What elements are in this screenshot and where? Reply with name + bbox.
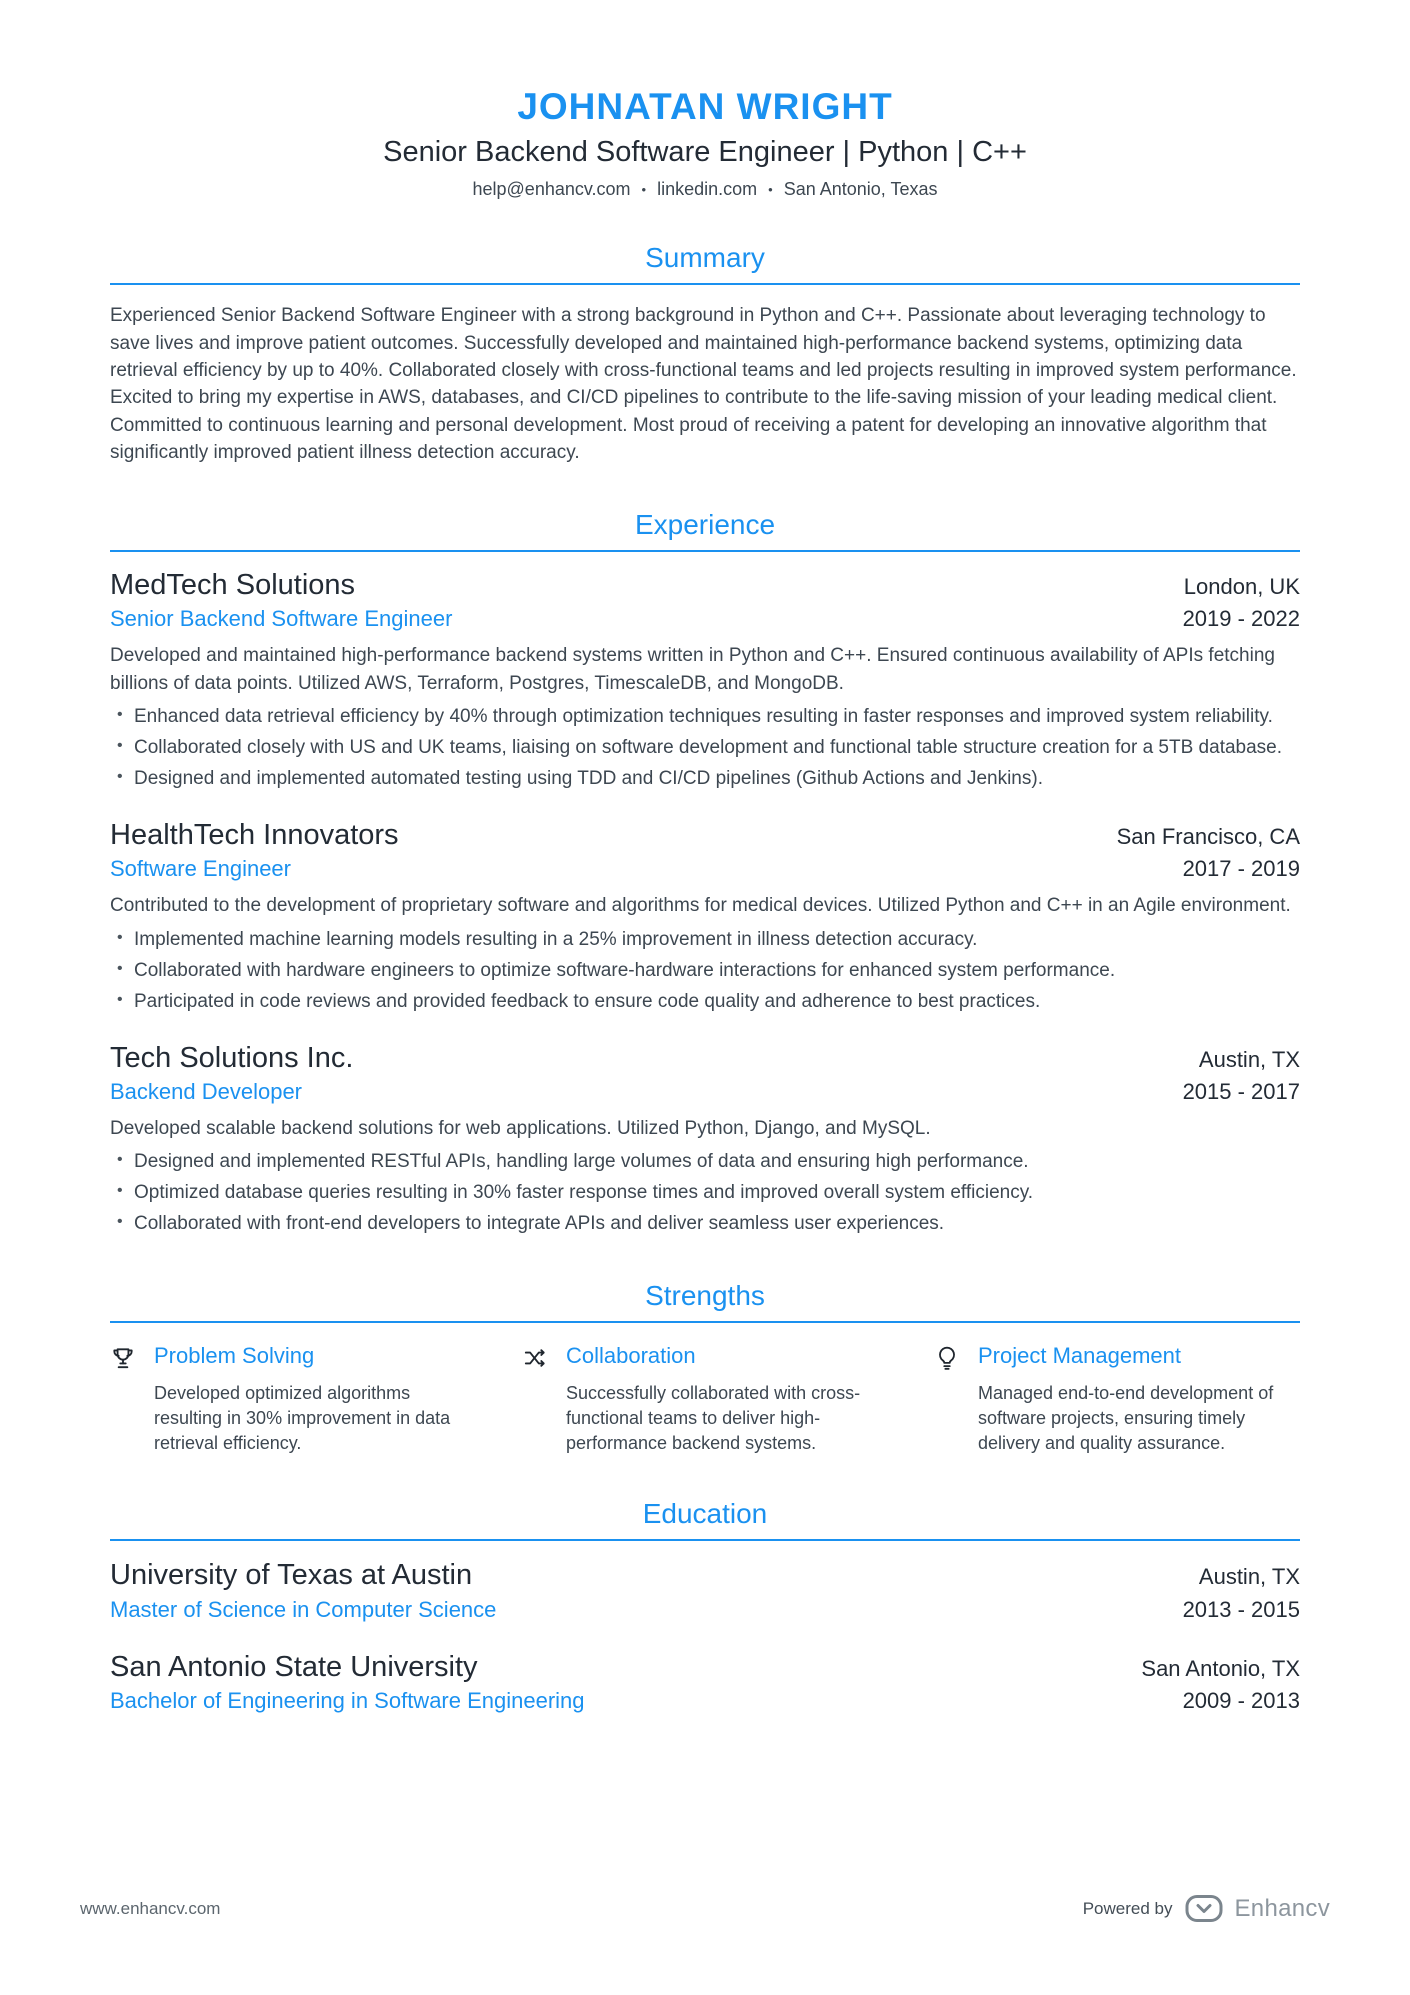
strength-item: [110, 1343, 476, 1455]
entry-description: Contributed to the development of proprietary software and algorithms for medical devices. Utilized Python and C++ in an Agile environment.: [110, 895, 1291, 917]
company-name: Tech Solutions Inc.: [110, 1041, 354, 1074]
entry-location: Austin, TX: [1198, 1564, 1300, 1590]
strength-text: Managed end-to-end development of software projects, ensuring timely delivery and quality assurance.: [978, 1383, 1274, 1454]
education-section: [110, 1498, 1300, 1714]
bullet-item: • Participated in code reviews and provided feedback to ensure code quality and adherence to best practices.: [110, 989, 1300, 1016]
strengths-section: [110, 1280, 1300, 1456]
entry-bullet-list: [110, 704, 1300, 793]
entry-subheader-row: [110, 1688, 1300, 1714]
strength-title: Problem Solving: [154, 1343, 315, 1369]
entry-dates: 2017 - 2019: [1182, 856, 1300, 882]
strength-text: Developed optimized algorithms resulting in 30% improvement in data retrieval efficiency.: [154, 1383, 451, 1454]
entry-dates: 2019 - 2022: [1182, 606, 1300, 632]
entry-description: Developed scalable backend solutions for web applications. Utilized Python, Django, and MySQL.: [110, 1118, 931, 1140]
bullet-item: • Collaborated with hardware engineers to optimize software-hardware interactions for enhanced system performance.: [110, 958, 1300, 985]
strength-item: [522, 1343, 888, 1455]
experience-entry: [110, 1042, 1300, 1239]
entry-dates: 2013 - 2015: [1182, 1596, 1300, 1622]
entry-dates: 2015 - 2017: [1182, 1079, 1300, 1105]
degree-name: Master of Science in Computer Science: [110, 1596, 497, 1622]
collaboration-icon: [522, 1345, 548, 1371]
entry-subheader-row: [110, 1079, 1300, 1105]
bullet-item: • Collaborated closely with US and UK teams, liaising on software development and functional table structure creation for a 5TB database.: [110, 735, 1300, 762]
strengths-grid: [110, 1343, 1300, 1455]
bullet-item: • Collaborated with front-end developers to integrate APIs and deliver seamless user experiences.: [110, 1211, 1300, 1238]
entry-header-row: [110, 1042, 1300, 1074]
entry-location: London, UK: [1183, 573, 1300, 599]
bullet-item: • Implemented machine learning models resulting in a 25% improvement in illness detection accuracy.: [110, 927, 1300, 954]
entry-role: Software Engineer: [110, 856, 291, 882]
footer-website-link[interactable]: www.enhancv.com: [80, 1898, 221, 1918]
powered-by-label: Powered by: [1082, 1898, 1173, 1918]
strength-text: Successfully collaborated with cross-functional teams to deliver high-performance backend systems.: [566, 1383, 861, 1454]
experience-entry: [110, 569, 1300, 793]
summary-section: [110, 242, 1300, 466]
separator-dot-icon: •: [641, 182, 647, 198]
entry-subheader-row: [110, 856, 1300, 882]
entry-location: Austin, TX: [1198, 1046, 1300, 1072]
entry-dates: 2009 - 2013: [1182, 1688, 1300, 1714]
education-entry: [110, 1559, 1300, 1622]
contact-location: San Antonio, Texas: [783, 179, 938, 200]
entry-role: Senior Backend Software Engineer: [110, 606, 453, 632]
entry-description: Developed and maintained high-performance backend systems written in Python and C++. Ensured continuous availability of APIs fetching billions of data points. Utilized AWS, Terraform, Postgres, TimescaleDB, and MongoDB.: [110, 645, 1275, 694]
resume-header: [110, 88, 1300, 200]
company-name: HealthTech Innovators: [110, 818, 399, 851]
experience-entry: [110, 819, 1300, 1016]
entry-bullet-list: [110, 1149, 1300, 1238]
entry-role: Backend Developer: [110, 1079, 303, 1105]
education-heading: Education: [110, 1498, 1300, 1541]
enhancv-logo-icon: [1185, 1894, 1223, 1923]
entry-subheader-row: [110, 1597, 1300, 1623]
lightbulb-icon: [934, 1345, 960, 1371]
contact-line: [110, 179, 1300, 200]
entry-header-row: [110, 819, 1300, 851]
bullet-item: • Optimized database queries resulting in 30% faster response times and improved overall system efficiency.: [110, 1180, 1300, 1207]
experience-heading: Experience: [110, 509, 1300, 552]
summary-text: Experienced Senior Backend Software Engineer with a strong background in Python and C++. Passionate about leveraging technology to save lives and improve patient outcomes. Successfully developed and maintained high-performance backend systems, optimizing data retrieval efficiency by up to 40%. Collaborated closely with cross-functional teams and led projects resulting in improved system performance. Excited to bring my expertise in AWS, databases, and CI/CD pipelines to contribute to the life-saving mission of your leading medical client. Committed to continuous learning and personal development. Most proud of receiving a patent for developing an innovative algorithm that significantly improved patient illness detection accuracy.: [110, 305, 1297, 464]
entry-header-row: [110, 1651, 1300, 1683]
school-name: San Antonio State University: [110, 1650, 478, 1683]
brand-name: Enhancv: [1234, 1894, 1330, 1922]
strength-item: [934, 1343, 1300, 1455]
entry-location: San Antonio, TX: [1141, 1655, 1300, 1681]
contact-email[interactable]: help@enhancv.com: [472, 179, 631, 200]
bullet-item: • Designed and implemented automated testing using TDD and CI/CD pipelines (Github Actions and Jenkins).: [110, 766, 1300, 793]
company-name: MedTech Solutions: [110, 568, 356, 601]
entry-location: San Francisco, CA: [1116, 823, 1300, 849]
powered-by: [1083, 1894, 1330, 1923]
summary-heading: Summary: [110, 242, 1300, 285]
school-name: University of Texas at Austin: [110, 1559, 473, 1592]
contact-linkedin[interactable]: linkedin.com: [657, 179, 758, 200]
trophy-icon: [110, 1345, 136, 1371]
strength-title: Project Management: [978, 1343, 1181, 1369]
separator-dot-icon: •: [768, 182, 773, 198]
candidate-name: JOHNATAN WRIGHT: [517, 86, 893, 127]
strengths-heading: Strengths: [110, 1280, 1300, 1323]
page-footer: [0, 1894, 1410, 1923]
degree-name: Bachelor of Engineering in Software Engineering: [110, 1688, 585, 1714]
education-entry: [110, 1651, 1300, 1714]
entry-header-row: [110, 1559, 1300, 1591]
entry-header-row: [110, 569, 1300, 601]
bullet-item: • Designed and implemented RESTful APIs, handling large volumes of data and ensuring high performance.: [110, 1149, 1300, 1176]
candidate-headline: Senior Backend Software Engineer | Python | C++: [383, 135, 1027, 168]
experience-section: [110, 509, 1300, 1239]
bullet-item: • Enhanced data retrieval efficiency by 40% through optimization techniques resulting in faster responses and improved system reliability.: [110, 704, 1300, 731]
entry-subheader-row: [110, 606, 1300, 632]
entry-bullet-list: [110, 927, 1300, 1016]
strength-title: Collaboration: [566, 1343, 696, 1369]
